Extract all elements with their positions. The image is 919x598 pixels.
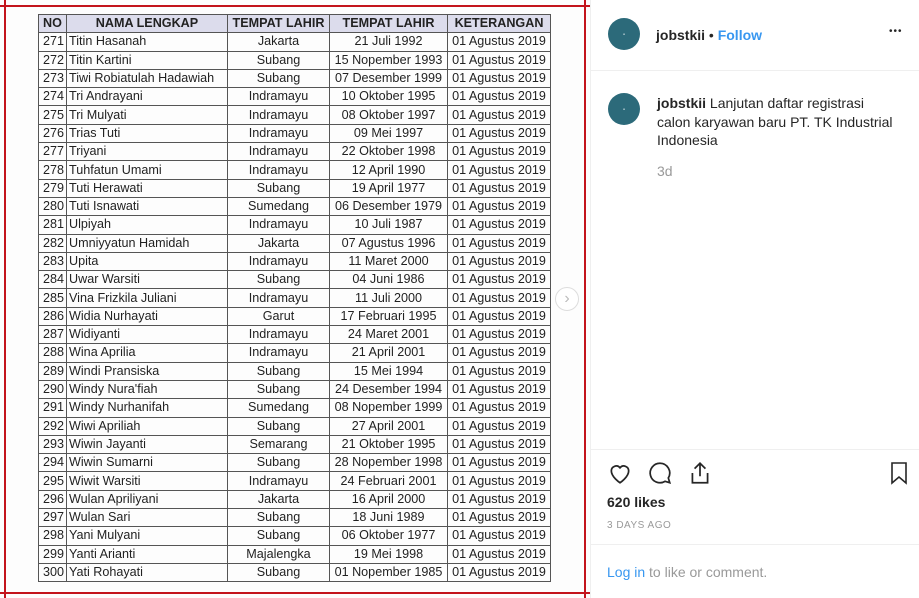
birth-date: 06 Oktober 1977 <box>330 527 448 545</box>
caption-text: Lanjutan daftar registrasi calon karyawan baru PT. TK Industrial Indonesia <box>657 95 893 148</box>
divider <box>591 544 919 545</box>
separator-dot: • <box>708 27 714 43</box>
full-name: Windi Pransiska <box>67 362 228 380</box>
heart-icon[interactable] <box>607 460 633 486</box>
table-row <box>39 527 551 545</box>
note: 01 Agustus 2019 <box>448 545 551 563</box>
birthplace: Indramayu <box>228 88 330 106</box>
note: 01 Agustus 2019 <box>448 197 551 215</box>
table-row <box>39 33 551 51</box>
full-name: Uwar Warsiti <box>67 271 228 289</box>
birthplace: Subang <box>228 417 330 435</box>
table-row <box>39 362 551 380</box>
birth-date: 10 Juli 1987 <box>330 216 448 234</box>
birthplace: Subang <box>228 362 330 380</box>
table-row <box>39 161 551 179</box>
row-number: 277 <box>39 143 67 161</box>
table-row <box>39 289 551 307</box>
column-header: TEMPAT LAHIR <box>228 15 330 33</box>
table-row <box>39 252 551 270</box>
full-name: Yanti Arianti <box>67 545 228 563</box>
note: 01 Agustus 2019 <box>448 51 551 69</box>
birth-date: 01 Nopember 1985 <box>330 563 448 581</box>
birth-date: 11 Juli 2000 <box>330 289 448 307</box>
full-name: Tuhfatun Umami <box>67 161 228 179</box>
birth-date: 19 Mei 1998 <box>330 545 448 563</box>
birth-date: 07 Agustus 1996 <box>330 234 448 252</box>
full-name: Windy Nurhanifah <box>67 399 228 417</box>
row-number: 290 <box>39 380 67 398</box>
table-row <box>39 417 551 435</box>
note: 01 Agustus 2019 <box>448 380 551 398</box>
column-header: TEMPAT LAHIR <box>330 15 448 33</box>
birth-date: 28 Nopember 1998 <box>330 454 448 472</box>
note: 01 Agustus 2019 <box>448 106 551 124</box>
row-number: 271 <box>39 33 67 51</box>
note: 01 Agustus 2019 <box>448 143 551 161</box>
birthplace: Indramayu <box>228 161 330 179</box>
share-icon[interactable] <box>687 460 713 486</box>
table-row <box>39 124 551 142</box>
note: 01 Agustus 2019 <box>448 362 551 380</box>
note: 01 Agustus 2019 <box>448 161 551 179</box>
row-number: 298 <box>39 527 67 545</box>
table-row <box>39 179 551 197</box>
birth-date: 11 Maret 2000 <box>330 252 448 270</box>
divider <box>591 70 919 71</box>
full-name: Windy Nura'fiah <box>67 380 228 398</box>
birth-date: 16 April 2000 <box>330 490 448 508</box>
birthplace: Subang <box>228 454 330 472</box>
row-number: 300 <box>39 563 67 581</box>
row-number: 296 <box>39 490 67 508</box>
birth-date: 04 Juni 1986 <box>330 271 448 289</box>
full-name: Trias Tuti <box>67 124 228 142</box>
row-number: 278 <box>39 161 67 179</box>
birthplace: Subang <box>228 509 330 527</box>
birthplace: Indramayu <box>228 124 330 142</box>
birthplace: Sumedang <box>228 197 330 215</box>
table-row <box>39 51 551 69</box>
full-name: Wiwi Apriliah <box>67 417 228 435</box>
note: 01 Agustus 2019 <box>448 271 551 289</box>
row-number: 287 <box>39 326 67 344</box>
likes-count[interactable]: 620 likes <box>607 494 666 510</box>
table-row <box>39 88 551 106</box>
note: 01 Agustus 2019 <box>448 472 551 490</box>
follow-button[interactable]: Follow <box>717 27 763 43</box>
table-row <box>39 106 551 124</box>
full-name: Upita <box>67 252 228 270</box>
row-number: 274 <box>39 88 67 106</box>
full-name: Titin Hasanah <box>67 33 228 51</box>
birth-date: 08 Oktober 1997 <box>330 106 448 124</box>
note: 01 Agustus 2019 <box>448 289 551 307</box>
row-number: 292 <box>39 417 67 435</box>
birthplace: Subang <box>228 380 330 398</box>
full-name: Tuti Isnawati <box>67 197 228 215</box>
birthplace: Indramayu <box>228 216 330 234</box>
birth-date: 22 Oktober 1998 <box>330 143 448 161</box>
row-number: 289 <box>39 362 67 380</box>
full-name: Vina Frizkila Juliani <box>67 289 228 307</box>
login-prompt: to like or comment. <box>645 564 768 580</box>
birthplace: Semarang <box>228 435 330 453</box>
birth-date: 27 April 2001 <box>330 417 448 435</box>
note: 01 Agustus 2019 <box>448 69 551 87</box>
row-number: 276 <box>39 124 67 142</box>
birthplace: Subang <box>228 179 330 197</box>
caption-username[interactable]: jobstkii <box>657 95 707 111</box>
table-row <box>39 509 551 527</box>
birth-date: 15 Mei 1994 <box>330 362 448 380</box>
row-number: 284 <box>39 271 67 289</box>
column-header: NO <box>39 15 67 33</box>
birthplace: Subang <box>228 271 330 289</box>
table-row <box>39 307 551 325</box>
birth-date: 24 Februari 2001 <box>330 472 448 490</box>
full-name: Wulan Apriliyani <box>67 490 228 508</box>
birth-date: 12 April 1990 <box>330 161 448 179</box>
birth-date: 08 Nopember 1999 <box>330 399 448 417</box>
note: 01 Agustus 2019 <box>448 509 551 527</box>
full-name: Tri Andrayani <box>67 88 228 106</box>
table-row <box>39 69 551 87</box>
table-row <box>39 545 551 563</box>
row-number: 282 <box>39 234 67 252</box>
table-row <box>39 344 551 362</box>
row-number: 288 <box>39 344 67 362</box>
row-number: 295 <box>39 472 67 490</box>
post-date[interactable]: 3 DAYS AGO <box>607 520 672 531</box>
note: 01 Agustus 2019 <box>448 417 551 435</box>
avatar[interactable]: ● <box>608 93 640 125</box>
border-line <box>0 5 590 7</box>
birthplace: Indramayu <box>228 106 330 124</box>
next-image-button[interactable]: › <box>555 287 579 311</box>
row-number: 291 <box>39 399 67 417</box>
border-line <box>584 0 586 598</box>
full-name: Umniyyatun Hamidah <box>67 234 228 252</box>
note: 01 Agustus 2019 <box>448 179 551 197</box>
note: 01 Agustus 2019 <box>448 435 551 453</box>
table-row <box>39 563 551 581</box>
table-row <box>39 472 551 490</box>
birthplace: Subang <box>228 69 330 87</box>
row-number: 279 <box>39 179 67 197</box>
birth-date: 10 Oktober 1995 <box>330 88 448 106</box>
table-row <box>39 234 551 252</box>
table-row <box>39 454 551 472</box>
table-row <box>39 143 551 161</box>
full-name: Wina Aprilia <box>67 344 228 362</box>
birth-date: 21 Juli 1992 <box>330 33 448 51</box>
full-name: Tri Mulyati <box>67 106 228 124</box>
note: 01 Agustus 2019 <box>448 454 551 472</box>
table-row <box>39 490 551 508</box>
full-name: Triyani <box>67 143 228 161</box>
birth-date: 21 April 2001 <box>330 344 448 362</box>
birthplace: Subang <box>228 563 330 581</box>
full-name: Tiwi Robiatulah Hadawiah <box>67 69 228 87</box>
table-row <box>39 271 551 289</box>
note: 01 Agustus 2019 <box>448 33 551 51</box>
birthplace: Indramayu <box>228 252 330 270</box>
row-number: 281 <box>39 216 67 234</box>
row-number: 273 <box>39 69 67 87</box>
birthplace: Jakarta <box>228 490 330 508</box>
birthplace: Garut <box>228 307 330 325</box>
note: 01 Agustus 2019 <box>448 563 551 581</box>
table-row <box>39 197 551 215</box>
note: 01 Agustus 2019 <box>448 344 551 362</box>
full-name: Titin Kartini <box>67 51 228 69</box>
note: 01 Agustus 2019 <box>448 527 551 545</box>
birth-date: 09 Mei 1997 <box>330 124 448 142</box>
column-header: NAMA LENGKAP <box>67 15 228 33</box>
row-number: 280 <box>39 197 67 215</box>
full-name: Wiwin Sumarni <box>67 454 228 472</box>
birthplace: Sumedang <box>228 399 330 417</box>
login-link[interactable]: Log in <box>607 564 646 580</box>
birth-date: 18 Juni 1989 <box>330 509 448 527</box>
birth-date: 17 Februari 1995 <box>330 307 448 325</box>
row-number: 293 <box>39 435 67 453</box>
birth-date: 06 Desember 1979 <box>330 197 448 215</box>
birthplace: Indramayu <box>228 289 330 307</box>
full-name: Widiyanti <box>67 326 228 344</box>
note: 01 Agustus 2019 <box>448 399 551 417</box>
birthplace: Subang <box>228 527 330 545</box>
border-line <box>4 0 6 598</box>
note: 01 Agustus 2019 <box>448 326 551 344</box>
full-name: Yani Mulyani <box>67 527 228 545</box>
table-row <box>39 326 551 344</box>
post-sidebar <box>590 0 919 598</box>
birth-date: 15 Nopember 1993 <box>330 51 448 69</box>
row-number: 272 <box>39 51 67 69</box>
more-options-icon[interactable]: ••• <box>889 26 903 37</box>
full-name: Tuti Herawati <box>67 179 228 197</box>
full-name: Yati Rohayati <box>67 563 228 581</box>
note: 01 Agustus 2019 <box>448 252 551 270</box>
birthplace: Subang <box>228 51 330 69</box>
note: 01 Agustus 2019 <box>448 88 551 106</box>
bookmark-icon[interactable] <box>887 460 911 486</box>
full-name: Wiwin Jayanti <box>67 435 228 453</box>
row-number: 275 <box>39 106 67 124</box>
username-link[interactable]: jobstkii <box>656 27 706 43</box>
birth-date: 07 Desember 1999 <box>330 69 448 87</box>
row-number: 297 <box>39 509 67 527</box>
row-number: 285 <box>39 289 67 307</box>
comment-icon[interactable] <box>647 460 673 486</box>
row-number: 299 <box>39 545 67 563</box>
table-row <box>39 216 551 234</box>
border-line <box>0 592 590 594</box>
table-row <box>39 435 551 453</box>
table-row <box>39 399 551 417</box>
avatar[interactable]: ● <box>608 18 640 50</box>
divider <box>591 449 919 450</box>
birth-date: 24 Maret 2001 <box>330 326 448 344</box>
birthplace: Jakarta <box>228 33 330 51</box>
column-header: KETERANGAN <box>448 15 551 33</box>
note: 01 Agustus 2019 <box>448 234 551 252</box>
birthplace: Indramayu <box>228 472 330 490</box>
table-row <box>39 380 551 398</box>
birthplace: Indramayu <box>228 326 330 344</box>
post-age[interactable]: 3d <box>657 163 673 179</box>
birthplace: Indramayu <box>228 143 330 161</box>
birth-date: 21 Oktober 1995 <box>330 435 448 453</box>
row-number: 294 <box>39 454 67 472</box>
note: 01 Agustus 2019 <box>448 216 551 234</box>
note: 01 Agustus 2019 <box>448 307 551 325</box>
birthplace: Jakarta <box>228 234 330 252</box>
note: 01 Agustus 2019 <box>448 490 551 508</box>
birthplace: Majalengka <box>228 545 330 563</box>
registration-table <box>38 14 551 582</box>
note: 01 Agustus 2019 <box>448 124 551 142</box>
full-name: Wiwit Warsiti <box>67 472 228 490</box>
row-number: 286 <box>39 307 67 325</box>
full-name: Widia Nurhayati <box>67 307 228 325</box>
row-number: 283 <box>39 252 67 270</box>
birth-date: 19 April 1977 <box>330 179 448 197</box>
full-name: Ulpiyah <box>67 216 228 234</box>
birth-date: 24 Desember 1994 <box>330 380 448 398</box>
full-name: Wulan Sari <box>67 509 228 527</box>
birthplace: Indramayu <box>228 344 330 362</box>
